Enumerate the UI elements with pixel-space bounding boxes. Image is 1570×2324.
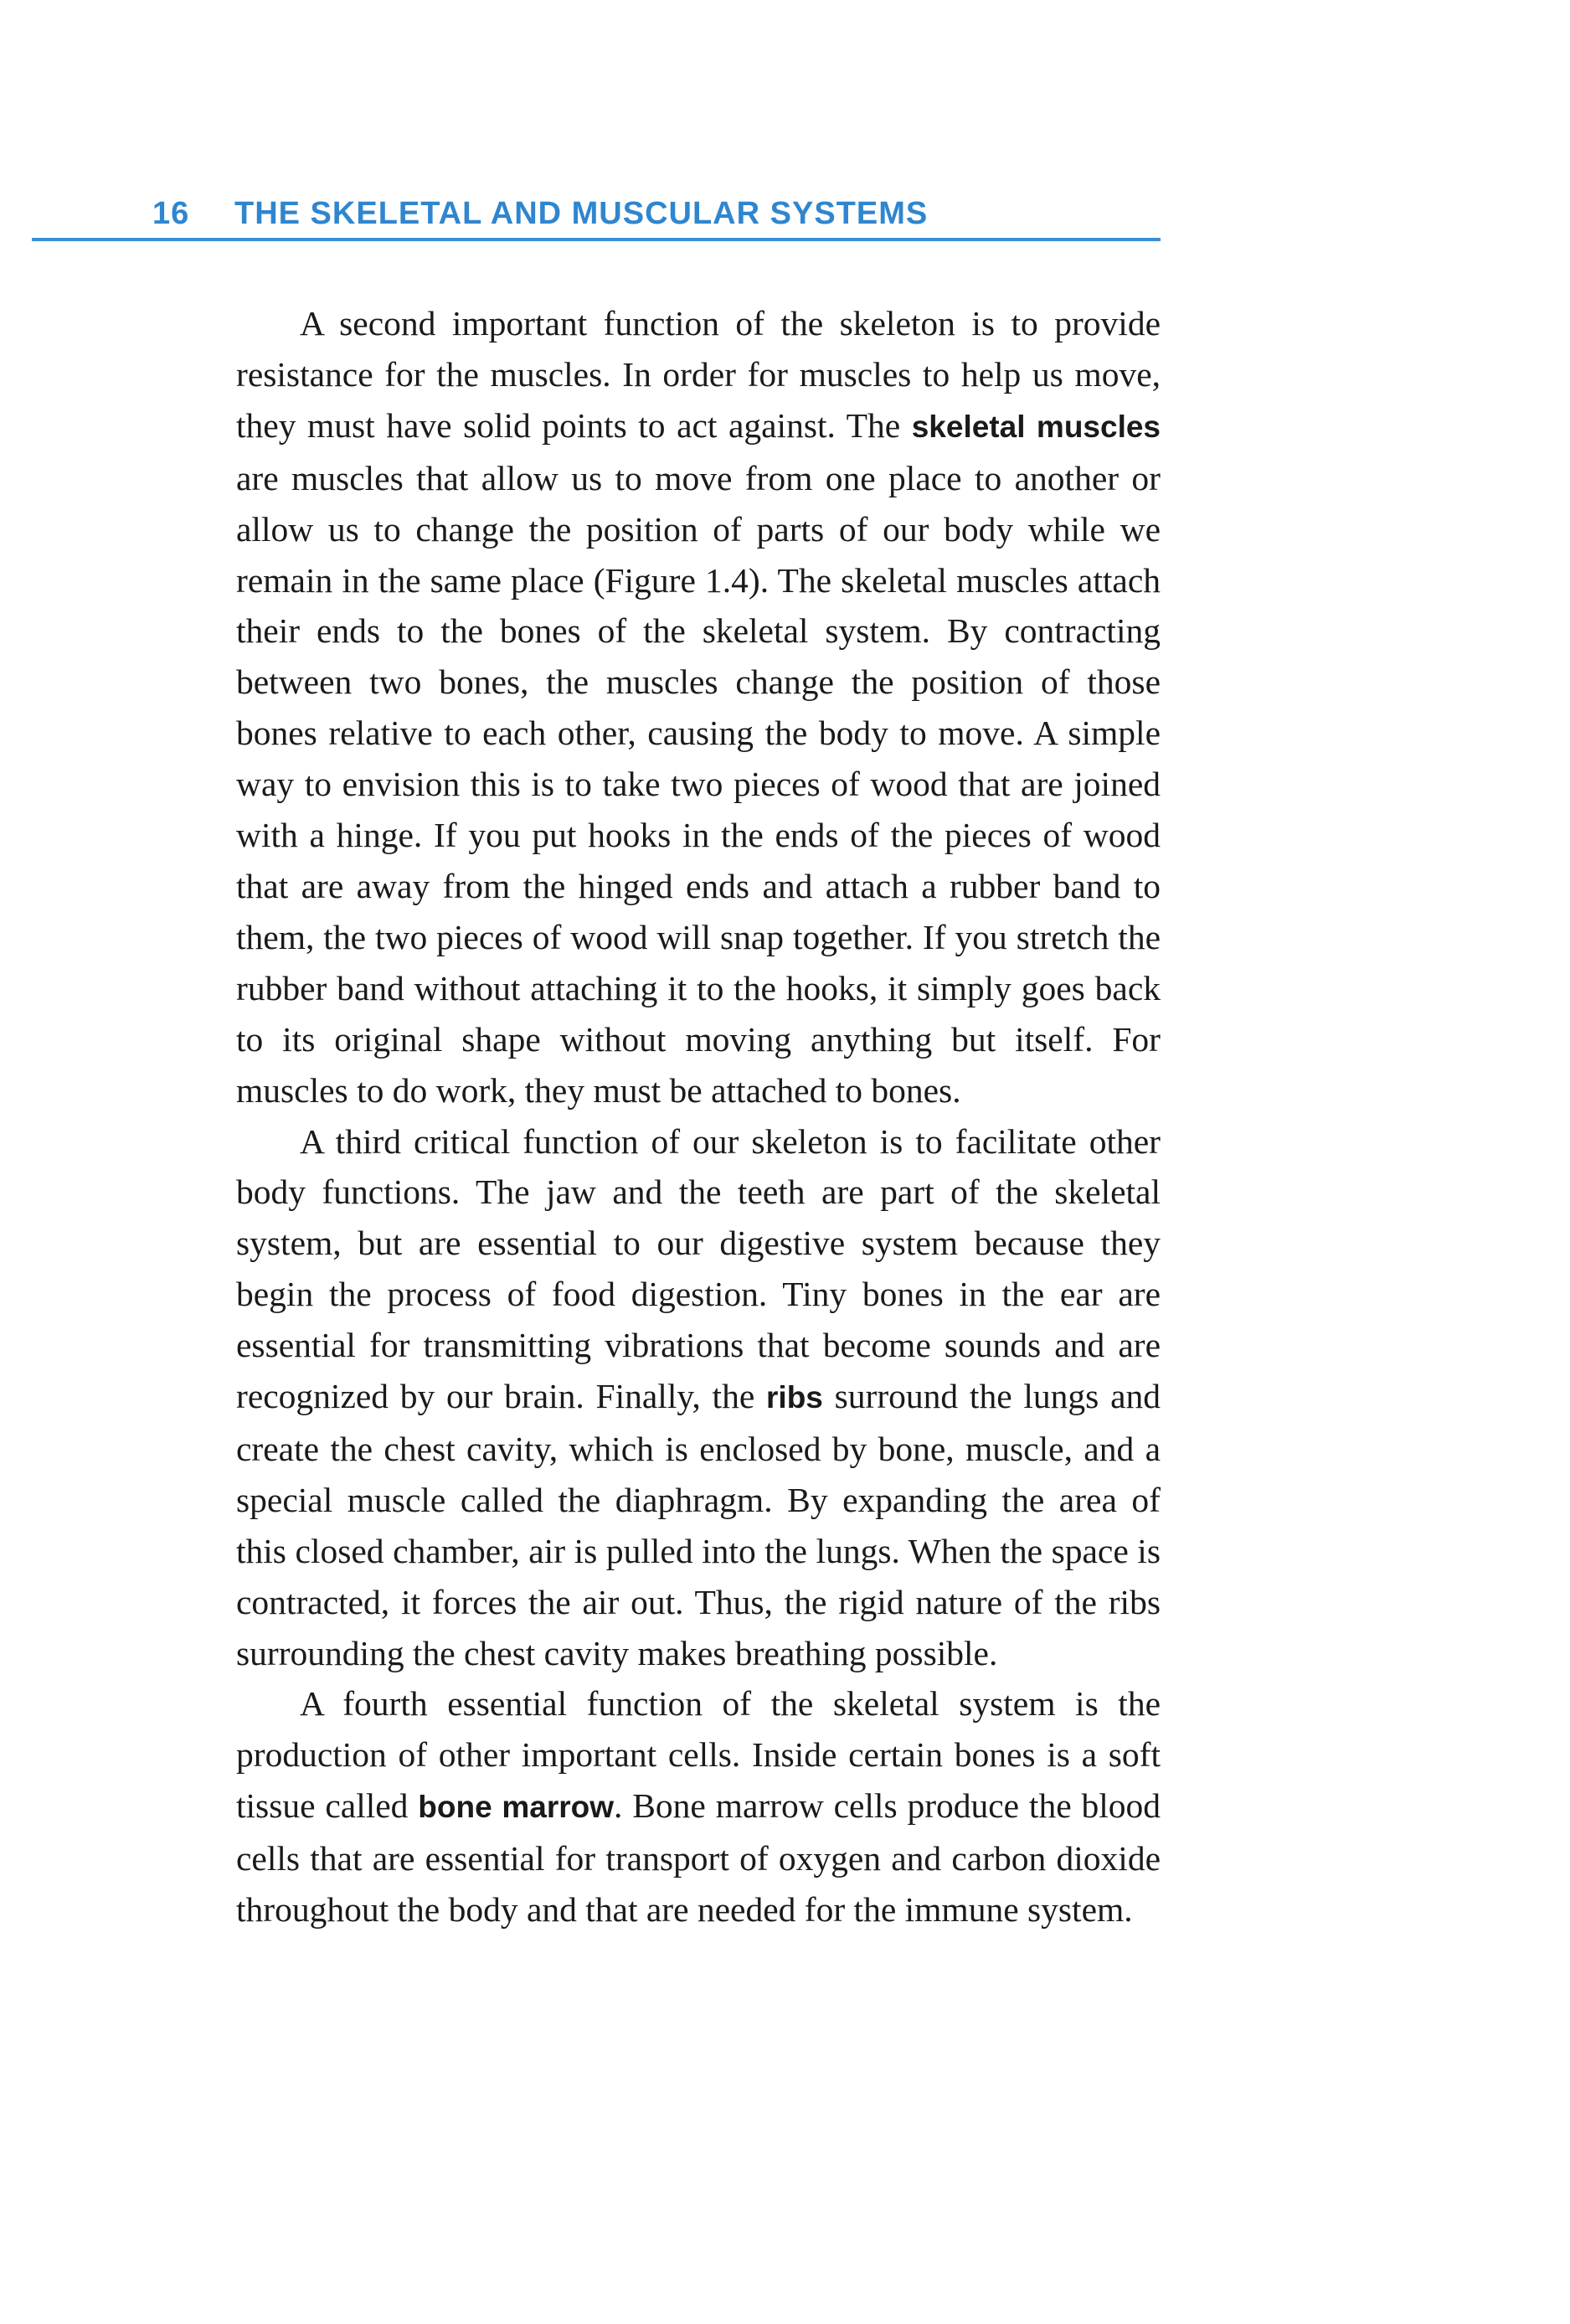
paragraph-ribs — [236, 1116, 1161, 1679]
paragraph-text: A fourth essential function of the skeletal system is the production of other important cells. Inside certain bones is a soft tissue called — [236, 1684, 1161, 1826]
paragraph-text: surround the lungs and create the chest cavity, which is enclosed by bone, muscle, and a special muscle called the diaphragm. By expanding the area of this closed chamber, air is pulled into the lungs. When the space is contracted, it forces the air out. Thus, the rigid nature of the ribs surrounding the chest cavity makes breathing possible. — [236, 1377, 1161, 1672]
body-text — [236, 298, 1161, 1935]
paragraph-bone-marrow — [236, 1678, 1161, 1935]
paragraph-skeletal-muscles — [236, 298, 1161, 1116]
running-header — [32, 191, 1161, 241]
term-bone-marrow: bone marrow — [418, 1790, 615, 1825]
term-ribs: ribs — [766, 1380, 823, 1415]
term-skeletal-muscles: skeletal muscles — [911, 409, 1161, 444]
paragraph-text: A second important function of the skeleton is to provide resistance for the muscles. In order for muscles to help us move, they must have solid points to act against. The — [236, 304, 1161, 445]
paragraph-text: . Bone marrow cells produce the blood cells that are essential for transport of oxygen and carbon dioxide throughout the body and that are needed for the immune system. — [236, 1786, 1161, 1930]
page-number: 16 — [152, 196, 190, 231]
paragraph-text: are muscles that allow us to move from one place to another or allow us to change the position of parts of our body while we remain in the same place (Figure 1.4). The skeletal muscles attach their ends to the bones of the skeletal system. By contracting between two bones, the muscles change the position of those bones relative to each other, causing the body to move. A simple way to envision this is to take two pieces of wood that are joined with a hinge. If you put hooks in the ends of the pieces of wood that are away from the hinged ends and attach a rubber band to them, the two pieces of wood will snap together. If you stretch the rubber band without attaching it to the hooks, it simply goes back to its original shape without moving anything but itself. For muscles to do work, they must be attached to bones. — [236, 458, 1161, 1110]
chapter-title: THE SKELETAL AND MUSCULAR SYSTEMS — [234, 196, 929, 231]
paragraph-text: A third critical function of our skeleton is to facilitate other body functions. The jaw and the teeth are part of the skeletal system, but are essential to our digestive system because they begin the process of food digestion. Tiny bones in the ear are essential for transmitting vibrations that become sounds and are recognized by our brain. Finally, the — [236, 1121, 1161, 1416]
